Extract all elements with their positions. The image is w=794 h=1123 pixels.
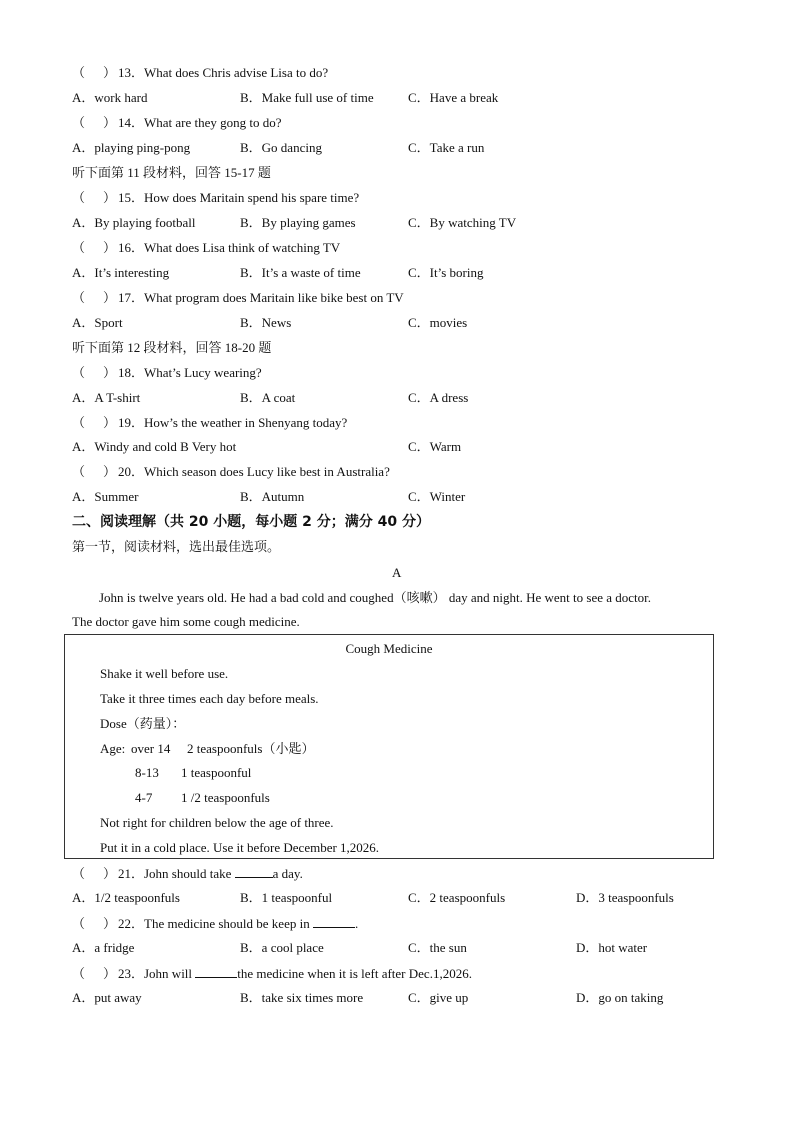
question-stem: a day. bbox=[272, 866, 303, 881]
option-b: B．A coat bbox=[240, 390, 296, 405]
section-11-instruction: 听下面第 11 段材料，回答 15-17 题 bbox=[72, 165, 271, 180]
question-stem: 16．What does Lisa think of watching TV bbox=[118, 240, 341, 255]
question-stem: 19．How’s the weather in Shenyang today? bbox=[118, 415, 348, 430]
question-stem: 18．What’s Lucy wearing? bbox=[118, 365, 262, 380]
fill-blank[interactable] bbox=[195, 965, 237, 978]
dose-amount: 2 teaspoonfuls（小匙） bbox=[187, 741, 315, 756]
fill-blank[interactable] bbox=[235, 865, 273, 878]
answer-bracket[interactable] bbox=[72, 966, 118, 982]
option-c: C．Take a run bbox=[408, 140, 485, 155]
medicine-label-box bbox=[64, 634, 714, 859]
option-b: B．News bbox=[240, 315, 292, 330]
answer-bracket[interactable] bbox=[72, 240, 118, 256]
medicine-instruction: Take it three times each day before meals. bbox=[100, 691, 319, 706]
option-c: C．give up bbox=[408, 990, 469, 1005]
option-a: A．1/2 teaspoonfuls bbox=[72, 890, 180, 905]
option-a: A．Sport bbox=[72, 315, 123, 330]
age-label: Age: bbox=[100, 741, 126, 756]
passage-label: A bbox=[392, 565, 402, 580]
question-14 bbox=[72, 115, 282, 131]
question-stem: 17．What program does Maritain like bike best on TV bbox=[118, 290, 404, 305]
option-c: C．the sun bbox=[408, 940, 467, 955]
question-19 bbox=[72, 415, 347, 431]
question-13 bbox=[72, 65, 328, 81]
question-stem: the medicine when it is left after Dec.1,2026. bbox=[237, 966, 472, 981]
answer-bracket[interactable] bbox=[72, 464, 118, 480]
answer-bracket[interactable] bbox=[72, 365, 118, 381]
dose-age: over 14 bbox=[131, 741, 171, 756]
medicine-instruction: Shake it well before use. bbox=[100, 666, 229, 681]
option-c: C．2 teaspoonfuls bbox=[408, 890, 506, 905]
question-22 bbox=[72, 915, 358, 932]
answer-bracket[interactable] bbox=[72, 916, 118, 932]
option-c: C．It’s boring bbox=[408, 265, 484, 280]
option-d: D．3 teaspoonfuls bbox=[576, 890, 674, 905]
option-c: C．movies bbox=[408, 315, 468, 330]
option-a: A．work hard bbox=[72, 90, 148, 105]
passage-text: The doctor gave him some cough medicine. bbox=[72, 614, 300, 629]
option-a: A．put away bbox=[72, 990, 142, 1005]
answer-bracket[interactable] bbox=[72, 290, 118, 306]
answer-bracket[interactable] bbox=[72, 65, 118, 81]
option-d: D．hot water bbox=[576, 940, 648, 955]
question-16 bbox=[72, 240, 340, 256]
question-stem: 21．John should take bbox=[118, 866, 235, 881]
question-stem: 23．John will bbox=[118, 966, 196, 981]
option-a: A．By playing football bbox=[72, 215, 196, 230]
question-21 bbox=[72, 865, 303, 882]
answer-bracket[interactable] bbox=[72, 415, 118, 431]
medicine-storage: Put it in a cold place. Use it before December 1,2026. bbox=[100, 840, 380, 855]
option-a: A．A T-shirt bbox=[72, 390, 141, 405]
question-stem: 14．What are they gong to do? bbox=[118, 115, 282, 130]
option-d: D．go on taking bbox=[576, 990, 664, 1005]
passage-text: John is twelve years old. He had a bad cold and coughed（咳嗽） day and night. He went to see a doctor. bbox=[99, 590, 651, 605]
option-a: A．a fridge bbox=[72, 940, 135, 955]
question-stem: 15．How does Maritain spend his spare time? bbox=[118, 190, 360, 205]
option-c: C．By watching TV bbox=[408, 215, 517, 230]
question-20 bbox=[72, 464, 390, 480]
option-a: A．playing ping-pong bbox=[72, 140, 191, 155]
answer-bracket[interactable] bbox=[72, 190, 118, 206]
option-b: B．Go dancing bbox=[240, 140, 322, 155]
option-b: B．Autumn bbox=[240, 489, 305, 504]
dose-amount: 1 teaspoonful bbox=[181, 765, 252, 780]
answer-bracket[interactable] bbox=[72, 115, 118, 131]
option-b: B．take six times more bbox=[240, 990, 364, 1005]
dose-age: 4-7 bbox=[135, 790, 153, 805]
fill-blank[interactable] bbox=[313, 915, 355, 928]
option-c: C．A dress bbox=[408, 390, 469, 405]
question-stem: 20．Which season does Lucy like best in Australia? bbox=[118, 464, 390, 479]
question-23 bbox=[72, 965, 472, 982]
question-stem: 13．What does Chris advise Lisa to do? bbox=[118, 65, 329, 80]
option-b: B．1 teaspoonful bbox=[240, 890, 333, 905]
option-b: B．Make full use of time bbox=[240, 90, 374, 105]
section-12-instruction: 听下面第 12 段材料，回答 18-20 题 bbox=[72, 340, 272, 355]
option-c: C．Warm bbox=[408, 439, 462, 454]
option-c: C．Winter bbox=[408, 489, 466, 504]
question-stem: . bbox=[354, 916, 359, 931]
medicine-warning: Not right for children below the age of three. bbox=[100, 815, 334, 830]
option-b: B．It’s a waste of time bbox=[240, 265, 361, 280]
option-a: A．Windy and cold B Very hot bbox=[72, 439, 237, 454]
answer-bracket[interactable] bbox=[72, 866, 118, 882]
option-c: C．Have a break bbox=[408, 90, 499, 105]
question-17 bbox=[72, 290, 404, 306]
option-b: B．a cool place bbox=[240, 940, 324, 955]
question-15 bbox=[72, 190, 359, 206]
medicine-title: Cough Medicine bbox=[345, 641, 433, 656]
reading-section-title: 二、阅读理解（共 20 小题，每小题 2 分；满分 40 分） bbox=[72, 514, 430, 530]
question-18 bbox=[72, 365, 262, 381]
dose-age: 8-13 bbox=[135, 765, 159, 780]
option-a: A．It’s interesting bbox=[72, 265, 170, 280]
question-stem: 22．The medicine should be keep in bbox=[118, 916, 313, 931]
reading-part-1-instruction: 第一节，阅读材料，选出最佳选项。 bbox=[72, 539, 281, 554]
dose-label: Dose（药量）： bbox=[100, 716, 186, 731]
option-b: B．By playing games bbox=[240, 215, 356, 230]
dose-amount: 1 /2 teaspoonfuls bbox=[181, 790, 270, 805]
option-a: A．Summer bbox=[72, 489, 139, 504]
